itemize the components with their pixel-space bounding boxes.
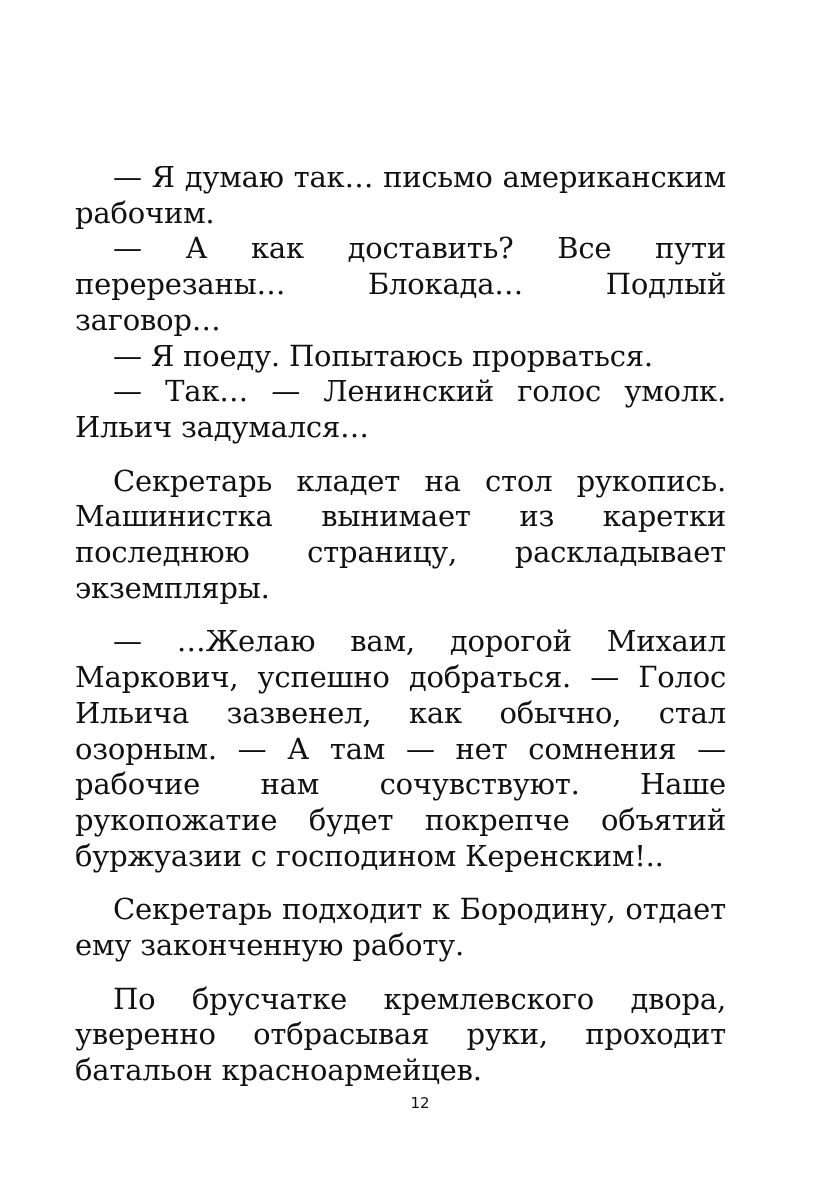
paragraph-secretary-manuscript: Секретарь кладет на стол рукопись. Машинистка вынимает из каретки последнюю страницу, раскладывает экземпляры. [75,463,726,605]
page-body [75,160,726,1089]
paragraph-dialogue-letter: — Я думаю так… письмо американским рабочим. [75,160,726,230]
page-number: 12 [410,1094,430,1112]
paragraph-farewell-speech: — …Желаю вам, дорогой Михаил Маркович, успешно добраться. — Голос Ильича зазвенел, как обычно, стал озорным. — А там — нет сомнения — рабочие нам сочувствуют. Наше рукопожатие будет покрепче объятий буржуазии с господином Керенским!.. [75,624,726,873]
paragraph-dialogue-go: — Я поеду. Попытаюсь прорваться. [113,338,653,373]
paragraph-dialogue-blockade: — А как доставить? Все пути перерезаны… Блокада… Подлый заговор… [75,231,726,337]
paragraph-battalion: По брусчатке кремлевского двора, уверенно отбрасывая руки, проходит батальон красноармейцев. [75,981,726,1088]
paragraph-secretary-borodin: Секретарь подходит к Бородину, отдает ему законченную работу. [75,892,726,963]
paragraph-dialogue-pause: — Так… — Ленинский голос умолк. Ильич задумался… [75,374,726,444]
